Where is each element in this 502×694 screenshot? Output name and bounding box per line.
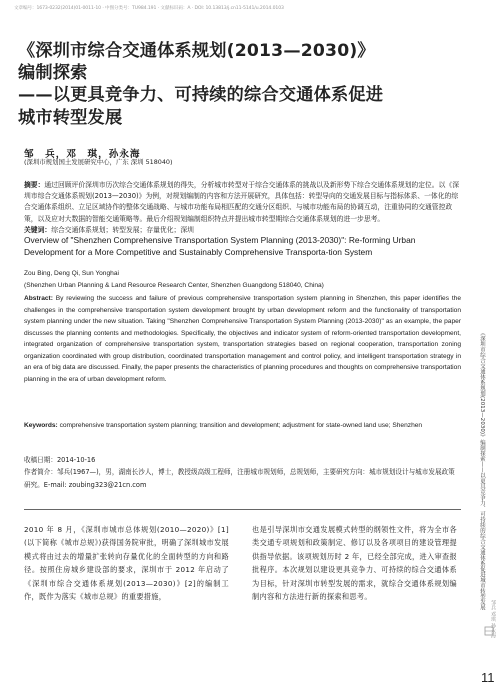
affiliation: (深圳市规划国土发展研究中心，广东 深圳 518040) (24, 158, 173, 166)
section-divider (24, 509, 461, 510)
keywords-text: 综合交通体系规划；转型发展；存量优化；深圳 (51, 225, 194, 234)
page-number: 11 (481, 670, 495, 685)
abstract-text: 通过回顾评价深圳市历次综合交通体系规划的得失，分析城市转型对于综合交通体系的挑战以及新形势下综合交通体系规划的定位。以《深圳市综合交通体系规划(2013—2030)》为例，对规划编制的内容和方法开展研究，具体包括：转型导向的交通发展目标与指标体系、一体化的综合交通体系组织、立足区域协作的整体交通战略、与城市功能布局相匹配的交通分区组织、与城市功能布局的协调互动，注重协同的交通管控政策，以及应对大数据的智能交通策略等。最后介绍规划编制组织特点并提出城市转型期综合交通体系规划的进一步思考。 (24, 181, 459, 223)
english-keywords-label: Keywords: (24, 422, 58, 429)
english-abstract-text: By reviewing the success and failure of previous comprehensive transportation system planning in Shenzhen, this paper identifies the challenges in the comprehensive transportation system development brought by urban development reform and the functionality of transportation system planning under the new situation. Taking "Shenzhen Comprehensive Transportation System Planning (2013-2030)" as an example, the paper discusses the planning contents and methodologies. Specifically, the objectives and indicator system of reform-oriented transportation development, integrated organization of comprehensive transportation system, transportation strategies based on regional cooperation, transportation zoning organization coordinated with group distribution, coordinated transportation management and control policy, and intelligent transportation strategy in an era of big data are discussed. Finally, the paper presents the characteristics of planning procedures and thoughts on comprehensive transportation planning in the era of urban development reform. (24, 295, 461, 383)
vertical-running-title: 《深圳市综合交通体系规划(2013—2030)》编制探索——以更具竞争力、可持续的综合交通体系促进城市转型发展 (479, 330, 485, 611)
body-column-left: 2010 年 8 月，《深圳市城市总体规划(2010—2020)》[1](以下简称《城市总规》)获得国务院审批，明确了深圳城市发展模式将由过去的增量扩张转向存量优化的全面转型的方向和路径。按照住房城乡建设部的要求，深圳市于 2012 年启动了《深圳市综合交通体系规划(2013—2030)》[2]的编制工作，既作为落实《城市总规》的重要措施， (24, 525, 229, 602)
english-abstract-label: Abstract: (24, 295, 53, 302)
english-keywords-text: comprehensive transportation system planning; transition and development; adjustment for state-owned land use; Shenzhen (59, 422, 423, 429)
body-column-right: 也是引导深圳市交通发展模式转型的纲领性文件，将为全市各类交通专项规划和政策制定、修订以及各项项目的建设管理提供指导依据。该项规划历时 2 年，已经全部完成，进入审查报批程序。本次规划以建设更具竞争力、可持续的综合交通体系为目标，针对深圳市转型发展的需求，就综合交通体系规划编制内容和方法进行新的探索和思考。 (252, 525, 457, 602)
vertical-running-authors: 邹兵 邓琪 孙永海 (490, 600, 496, 639)
journal-mark-icon (484, 626, 494, 636)
received-date: 收稿日期：2014-10-16 (24, 456, 96, 464)
author-bio: 作者简介：邹兵(1967—)，男，湖南长沙人，博士，教授级高级工程师，注册城市规划师，总规划师，主要研究方向：城市规划设计与城市发展政策研究。E-mail: zoubing323@21cn.com (24, 468, 455, 489)
english-affiliation: (Shenzhen Urban Planning & Land Resource Research Center, Shenzhen Guangdong 518040, China) (24, 282, 324, 289)
abstract-label: 摘要： (24, 181, 45, 189)
keywords-label: 关键词： (24, 225, 52, 234)
article-title (18, 40, 458, 129)
english-abstract (24, 293, 461, 385)
chinese-abstract (24, 180, 461, 236)
english-title: Overview of "Shenzhen Comprehensive Transportation System Planning (2013-2030)": Re-forming Urban Development for a More Competitive and Sustainably Comprehensive Transporta-tion System (24, 235, 416, 257)
journal-header-meta: 文章编号：1673-0232(2014)01-0011-10 · 中图分类号：TU984.191 · 文献标识码：A · DOI: 10.13813/j.cn11-5141/u.2014.0103 (14, 6, 284, 11)
english-authors: Zou Bing, Deng Qi, Sun Yonghai (24, 270, 119, 277)
title-line-1: 《深圳市综合交通体系规划(2013—2030)》 (18, 41, 375, 61)
title-line-4: 城市转型发展 (18, 107, 123, 128)
title-line-3: ——以更具竞争力、可持续的综合交通体系促进 (18, 85, 384, 106)
title-line-2: 编制探索 (18, 63, 88, 84)
english-keywords (24, 420, 461, 432)
authors: 邹 兵，邓 琪，孙永海 (24, 149, 141, 160)
